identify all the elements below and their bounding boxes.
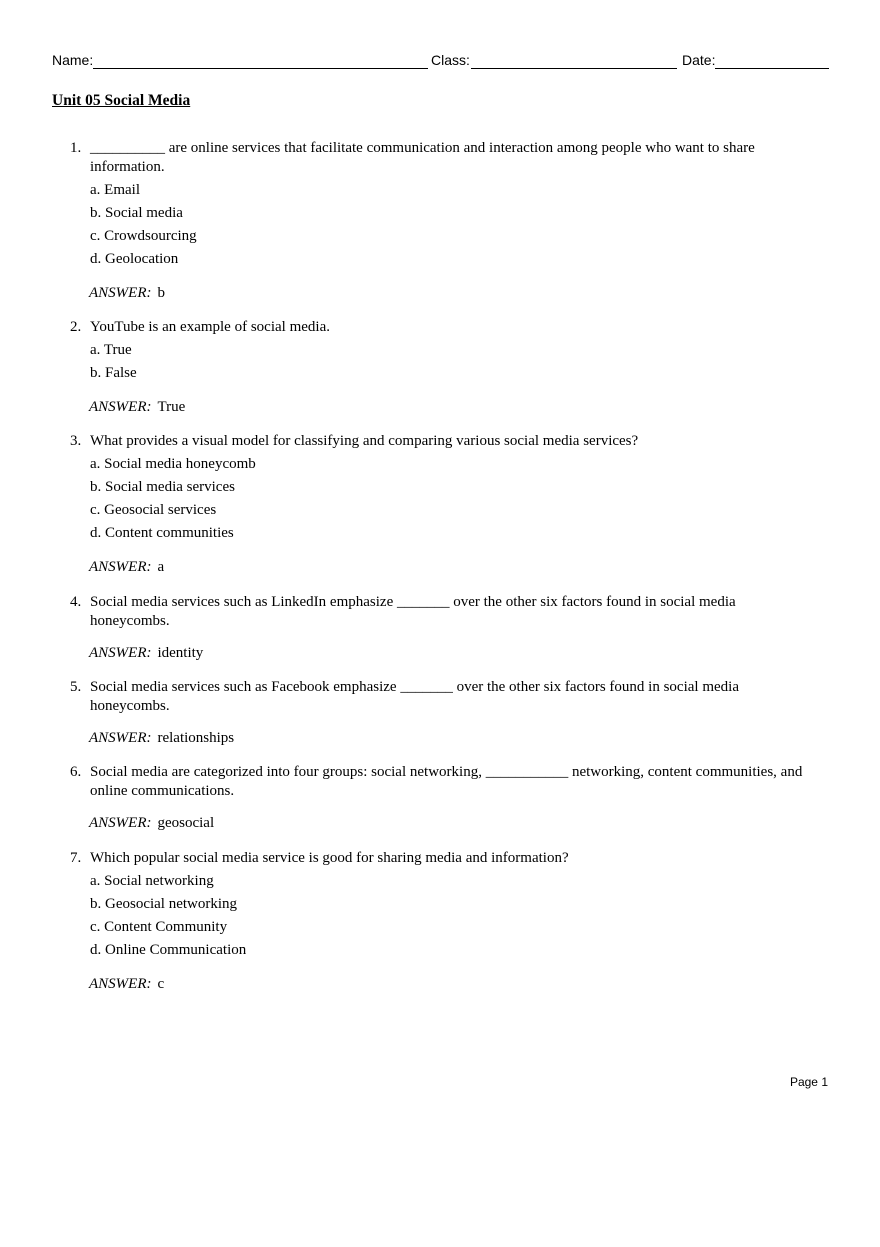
answer-value: relationships <box>157 730 235 746</box>
option: c. Content Community <box>90 919 228 935</box>
answer-value: b <box>157 285 165 301</box>
question-text: Which popular social media service is good for sharing media and information? <box>90 850 569 866</box>
option: a. Email <box>90 182 140 198</box>
question-number: 4. <box>70 594 82 610</box>
page-number: Page 1 <box>789 1075 828 1089</box>
option: c. Geosocial services <box>90 502 217 518</box>
answer-label: ANSWER: <box>89 559 152 575</box>
question-stem <box>70 318 815 337</box>
question-6 <box>70 763 815 833</box>
answer <box>89 398 815 417</box>
header <box>52 52 829 70</box>
answer-label: ANSWER: <box>89 815 152 831</box>
question-1 <box>70 139 815 303</box>
answer-value: identity <box>157 645 204 661</box>
option: b. Social media <box>90 205 183 221</box>
question-number: 6. <box>70 764 82 780</box>
question-stem <box>70 763 815 801</box>
question-number: 2. <box>70 319 82 335</box>
question-number: 1. <box>70 140 82 156</box>
answer-value: True <box>157 399 186 415</box>
option: b. Geosocial networking <box>90 896 238 912</box>
answer <box>89 644 815 663</box>
unit-title: Unit 05 Social Media <box>52 92 191 109</box>
answer-value: a <box>157 559 165 575</box>
option: a. Social media honeycomb <box>90 456 256 472</box>
option: b. Social media services <box>90 479 235 495</box>
answer <box>89 558 815 577</box>
question-7 <box>70 849 815 994</box>
class-line <box>471 68 677 69</box>
class-label: Class: <box>431 52 470 68</box>
question-stem <box>70 432 815 451</box>
question-number: 7. <box>70 850 82 866</box>
question-text: Social media services such as Facebook emphasize _______ over the other six factors found in social media honeycombs. <box>90 679 739 714</box>
question-text: What provides a visual model for classifying and comparing various social media services? <box>90 433 639 449</box>
name-line <box>93 68 428 69</box>
question-4 <box>70 593 815 663</box>
answer <box>89 284 815 303</box>
answer-label: ANSWER: <box>89 285 152 301</box>
answer-value: geosocial <box>157 815 215 831</box>
answer-label: ANSWER: <box>89 730 152 746</box>
answer-value: c <box>157 976 165 992</box>
option: c. Crowdsourcing <box>90 228 197 244</box>
question-2 <box>70 318 815 417</box>
question-stem <box>70 139 815 177</box>
question-text: __________ are online services that facilitate communication and interaction among people who want to share information. <box>90 140 755 175</box>
answer <box>89 975 815 994</box>
answer-label: ANSWER: <box>89 399 152 415</box>
date-line <box>715 68 829 69</box>
answer-label: ANSWER: <box>89 645 152 661</box>
question-stem <box>70 593 815 631</box>
question-text: Social media are categorized into four groups: social networking, ___________ networking, content communities, and online communications. <box>90 764 803 799</box>
answer <box>89 814 815 833</box>
question-stem <box>70 678 815 716</box>
answer <box>89 729 815 748</box>
question-5 <box>70 678 815 748</box>
name-label: Name: <box>52 52 94 68</box>
option: b. False <box>90 365 137 381</box>
option: d. Online Communication <box>90 942 247 958</box>
option: a. Social networking <box>90 873 214 889</box>
question-number: 3. <box>70 433 82 449</box>
option: d. Content communities <box>90 525 234 541</box>
question-text: YouTube is an example of social media. <box>90 319 330 335</box>
date-label: Date: <box>682 52 716 68</box>
answer-label: ANSWER: <box>89 976 152 992</box>
option: a. True <box>90 342 132 358</box>
question-number: 5. <box>70 679 82 695</box>
question-3 <box>70 432 815 577</box>
question-text: Social media services such as LinkedIn emphasize _______ over the other six factors found in social media honeycombs. <box>90 594 736 629</box>
option: d. Geolocation <box>90 251 179 267</box>
question-stem <box>70 849 815 868</box>
